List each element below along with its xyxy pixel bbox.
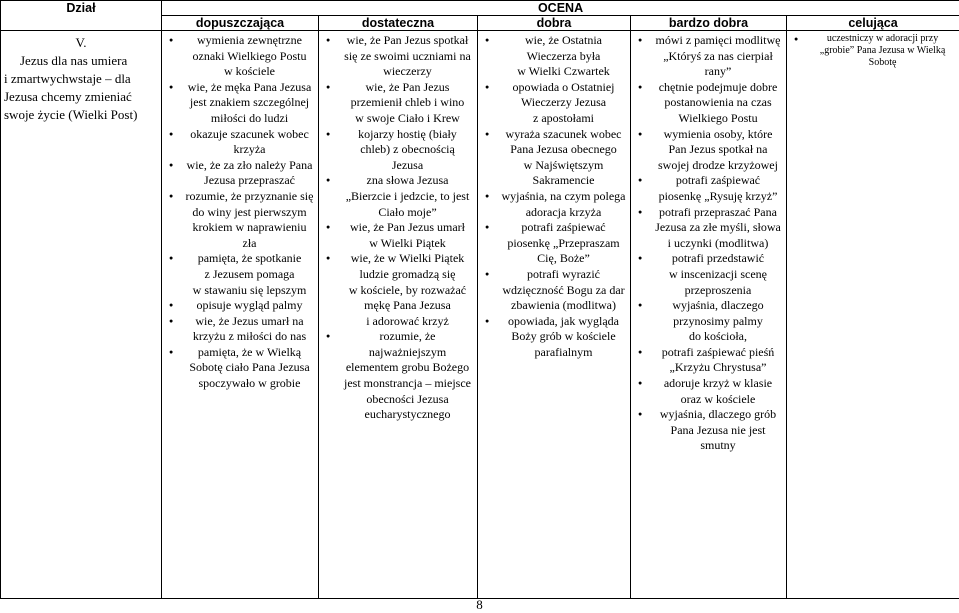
requirement-line: Jezusa za złe myśli, słowa xyxy=(652,220,784,236)
requirement-line: ● wyjaśnia, dlaczego xyxy=(652,298,784,314)
requirement-line: Pan Jezus spotkał na xyxy=(652,142,784,158)
requirement-line: parafialnym xyxy=(499,345,628,361)
requirement-line: piosenkę „Rysuję krzyż” xyxy=(652,189,784,205)
requirement-line: w Wielki Piątek xyxy=(340,236,475,252)
requirement-line: adoracja krzyża xyxy=(499,205,628,221)
requirement-line: w stawaniu się lepszym xyxy=(183,283,316,299)
requirement-line: mękę Pana Jezusa xyxy=(340,298,475,314)
requirement-item xyxy=(319,33,477,80)
requirement-item xyxy=(319,80,477,127)
requirement-line: ● potrafi zaśpiewać xyxy=(499,220,628,236)
requirement-line: ludzie gromadzą się xyxy=(340,267,475,283)
requirement-line: elementem grobu Bożego xyxy=(340,360,475,376)
requirement-line: ● zna słowa Jezusa xyxy=(340,173,475,189)
requirement-line: eucharystycznego xyxy=(340,407,475,423)
requirement-line: ● potrafi przedstawić xyxy=(652,251,784,267)
requirement-line: obecności Jezusa xyxy=(340,392,475,408)
requirement-line: w Wielki Czwartek xyxy=(499,64,628,80)
grade-header-3: dobra xyxy=(478,16,631,31)
requirement-line: ● potrafi zaśpiewać xyxy=(652,173,784,189)
section-title-line: i zmartwychwstaje – dla xyxy=(4,70,158,88)
requirement-line: ● wymienia osoby, które xyxy=(652,127,784,143)
requirement-line: ● potrafi zaśpiewać pieśń xyxy=(652,345,784,361)
requirement-line: ● wie, że Ostatnia xyxy=(499,33,628,49)
requirement-item xyxy=(478,267,630,314)
requirement-item xyxy=(162,298,318,314)
requirement-line: ● opisuje wygląd palmy xyxy=(183,298,316,314)
requirement-line: ● wymienia zewnętrzne xyxy=(183,33,316,49)
requirement-line: w kościele, by rozważać xyxy=(340,283,475,299)
requirement-line: w swoje Ciało i Krew xyxy=(340,111,475,127)
requirement-line: ● wie, że Pan Jezus umarł xyxy=(340,220,475,236)
requirement-line: ● wie, że męka Pana Jezusa xyxy=(183,80,316,96)
requirement-line: ● wie, że w Wielki Piątek xyxy=(340,251,475,267)
page-number: 8 xyxy=(0,597,959,613)
requirement-item xyxy=(162,345,318,392)
requirement-line: jest znakiem szczególnej xyxy=(183,95,316,111)
requirement-line: ● adoruje krzyż w klasie xyxy=(652,376,784,392)
requirement-line: ● wie, że Pan Jezus xyxy=(340,80,475,96)
requirement-item xyxy=(162,251,318,298)
requirement-line: przemienił chleb i wino xyxy=(340,95,475,111)
requirement-item xyxy=(162,314,318,345)
requirement-line: i adorować krzyż xyxy=(340,314,475,330)
requirement-line: ● potrafi wyrazić xyxy=(499,267,628,283)
requirements-dopuszczajaca xyxy=(162,31,319,599)
grade-header-1: dopuszczająca xyxy=(162,16,319,31)
requirement-line: przynosimy palmy xyxy=(652,314,784,330)
requirement-item xyxy=(478,220,630,267)
requirement-line: ● pamięta, że spotkanie xyxy=(183,251,316,267)
requirement-line: przeproszenia xyxy=(652,283,784,299)
requirement-line: Wielkiego Postu xyxy=(652,111,784,127)
requirement-item xyxy=(631,205,786,252)
requirement-item xyxy=(631,345,786,376)
requirement-line: spoczywało w grobie xyxy=(183,376,316,392)
requirement-line: Sobotę ciało Pana Jezusa xyxy=(183,360,316,376)
requirement-line: z apostołami xyxy=(499,111,628,127)
requirement-item xyxy=(478,127,630,189)
requirement-item xyxy=(631,127,786,174)
requirement-item xyxy=(478,314,630,361)
requirement-item xyxy=(631,173,786,204)
requirement-line: ● rozumie, że xyxy=(340,329,475,345)
requirement-line: jest monstrancja – miejsce xyxy=(340,376,475,392)
requirement-line: ● potrafi przepraszać Pana xyxy=(652,205,784,221)
requirement-item xyxy=(631,251,786,298)
requirement-item xyxy=(162,158,318,189)
requirement-line: ● mówi z pamięci modlitwę xyxy=(652,33,784,49)
requirement-line: Sobotę xyxy=(808,57,957,69)
requirement-line: zbawienia (modlitwa) xyxy=(499,298,628,314)
requirement-item xyxy=(319,329,477,423)
requirement-line: w inscenizacji scenę xyxy=(652,267,784,283)
requirement-line: ● chętnie podejmuje dobre xyxy=(652,80,784,96)
requirement-line: Ciało moje” xyxy=(340,205,475,221)
requirement-line: oznaki Wielkiego Postu xyxy=(183,49,316,65)
requirement-item xyxy=(478,33,630,80)
requirement-line: ● rozumie, że przyznanie się xyxy=(183,189,316,205)
requirements-celujaca xyxy=(787,31,959,599)
requirement-line: ● pamięta, że w Wielką xyxy=(183,345,316,361)
requirement-line: Sakramencie xyxy=(499,173,628,189)
requirement-line: miłości do ludzi xyxy=(183,111,316,127)
dzial-header: Dział xyxy=(1,1,162,31)
requirement-line: ● wyjaśnia, dlaczego grób xyxy=(652,407,784,423)
requirement-line: krzyżu z miłości do nas xyxy=(183,329,316,345)
requirement-line: z Jezusem pomaga xyxy=(183,267,316,283)
requirement-line: oraz w kościele xyxy=(652,392,784,408)
requirement-item xyxy=(319,127,477,174)
requirement-line: się ze swoimi uczniami na xyxy=(340,49,475,65)
requirement-line: piosenkę „Przepraszam xyxy=(499,236,628,252)
requirement-item xyxy=(319,173,477,220)
requirement-line: Jezusa xyxy=(340,158,475,174)
requirement-line: Cię, Boże” xyxy=(499,251,628,267)
requirement-line: w Najświętszym xyxy=(499,158,628,174)
requirement-line: do winy jest pierwszym xyxy=(183,205,316,221)
requirement-item xyxy=(319,220,477,251)
requirement-line: ● wie, że za zło należy Pana xyxy=(183,158,316,174)
requirement-line: swojej drodze krzyżowej xyxy=(652,158,784,174)
ocena-header: OCENA xyxy=(162,1,959,16)
requirement-line: ● wie, że Jezus umarł na xyxy=(183,314,316,330)
section-title-line: Jezus dla nas umiera xyxy=(4,52,158,70)
requirement-line: krokiem w naprawieniu xyxy=(183,220,316,236)
requirement-item xyxy=(478,80,630,127)
requirement-line: w kościele xyxy=(183,64,316,80)
requirement-line: Wieczerza była xyxy=(499,49,628,65)
requirement-line: smutny xyxy=(652,438,784,454)
requirement-line: krzyża xyxy=(183,142,316,158)
requirement-line: ● kojarzy hostię (biały xyxy=(340,127,475,143)
requirement-line: Boży grób w kościele xyxy=(499,329,628,345)
requirement-item xyxy=(162,33,318,80)
requirement-line: rany” xyxy=(652,64,784,80)
requirement-line: wdzięczność Bogu za dar xyxy=(499,283,628,299)
requirement-line: ● wie, że Pan Jezus spotkał xyxy=(340,33,475,49)
requirement-item xyxy=(631,298,786,345)
requirement-line: ● opowiada, jak wygląda xyxy=(499,314,628,330)
requirement-item xyxy=(631,407,786,454)
requirement-line: Pana Jezusa nie jest xyxy=(652,423,784,439)
section-cell xyxy=(1,31,162,599)
requirement-line: ● okazuje szacunek wobec xyxy=(183,127,316,143)
requirement-item xyxy=(631,376,786,407)
requirement-item xyxy=(631,80,786,127)
grade-header-2: dostateczna xyxy=(319,16,478,31)
grade-header-4: bardzo dobra xyxy=(631,16,787,31)
requirement-item xyxy=(162,189,318,251)
requirement-item xyxy=(162,127,318,158)
requirement-line: Pana Jezusa obecnego xyxy=(499,142,628,158)
requirement-line: Wieczerzy Jezusa xyxy=(499,95,628,111)
requirement-line: i uczynki (modlitwa) xyxy=(652,236,784,252)
grade-header-5: celująca xyxy=(787,16,959,31)
section-number: V. xyxy=(4,34,158,52)
requirement-line: „Któryś za nas cierpiał xyxy=(652,49,784,65)
requirement-item xyxy=(319,251,477,329)
requirement-line: zła xyxy=(183,236,316,252)
requirement-line: „grobie” Pana Jezusa w Wielką xyxy=(808,45,957,57)
requirement-line: Jezusa przepraszać xyxy=(183,173,316,189)
requirement-line: ● opowiada o Ostatniej xyxy=(499,80,628,96)
requirements-dostateczna xyxy=(319,31,478,599)
requirement-item xyxy=(631,33,786,80)
requirement-item xyxy=(162,80,318,127)
requirement-line: „Bierzcie i jedzcie, to jest xyxy=(340,189,475,205)
requirement-line: ● wyjaśnia, na czym polega xyxy=(499,189,628,205)
requirement-item xyxy=(478,189,630,220)
requirements-bardzo-dobra xyxy=(631,31,787,599)
requirement-line: najważniejszym xyxy=(340,345,475,361)
requirement-line: wieczerzy xyxy=(340,64,475,80)
requirement-line: „Krzyżu Chrystusa” xyxy=(652,360,784,376)
requirement-item xyxy=(787,33,959,69)
requirement-line: postanowienia na czas xyxy=(652,95,784,111)
section-title-line: swoje życie (Wielki Post) xyxy=(4,106,158,124)
requirement-line: chleb) z obecnością xyxy=(340,142,475,158)
section-title-line: Jezusa chcemy zmieniać xyxy=(4,88,158,106)
requirement-line: ● uczestniczy w adoracji przy xyxy=(808,33,957,45)
requirements-dobra xyxy=(478,31,631,599)
requirement-line: do kościoła, xyxy=(652,329,784,345)
requirement-line: ● wyraża szacunek wobec xyxy=(499,127,628,143)
